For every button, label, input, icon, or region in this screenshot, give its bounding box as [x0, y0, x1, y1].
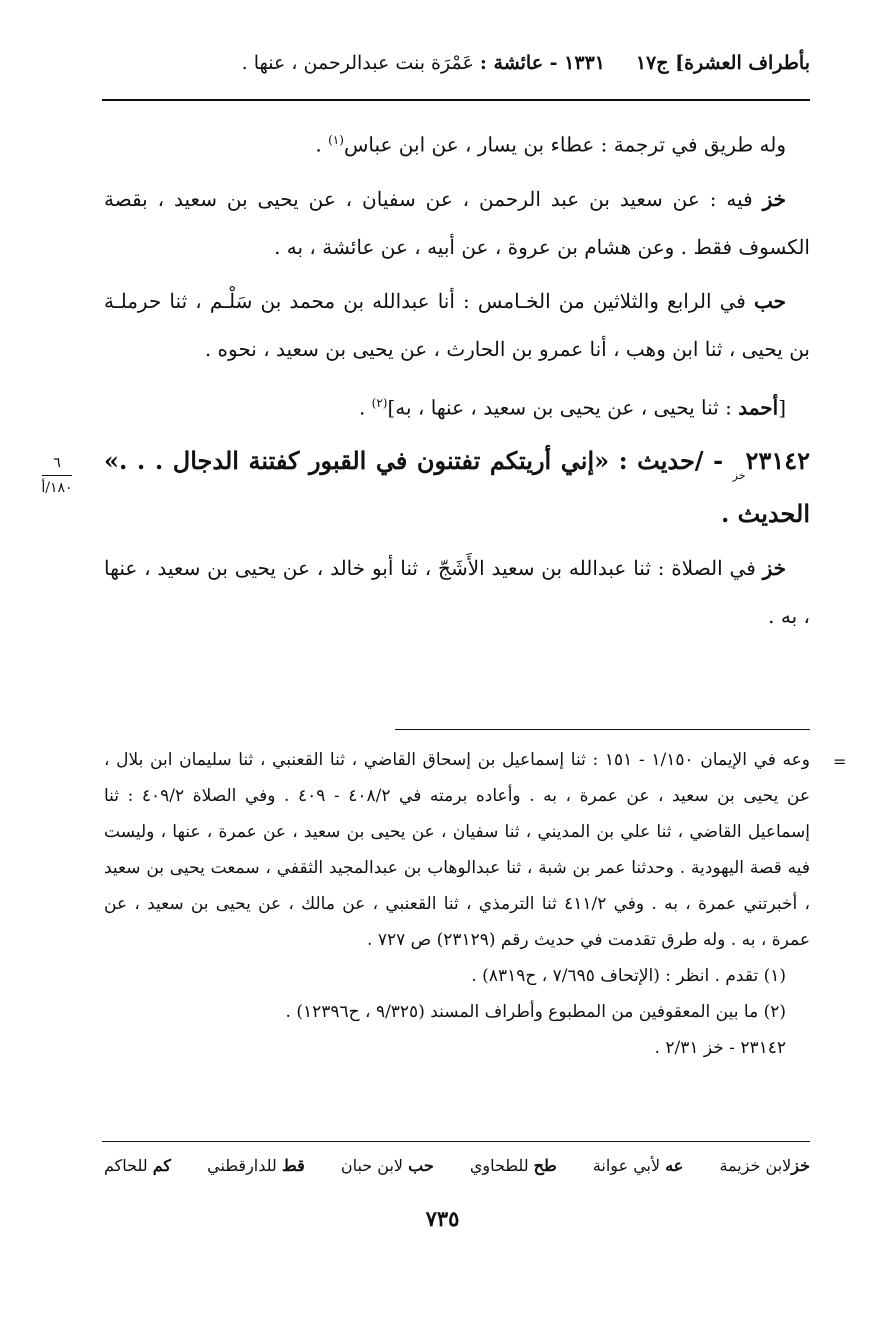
book-title: بأطراف العشرة] ج١٧ [635, 52, 810, 74]
margin-volume: ٦ [53, 455, 61, 471]
abbr-item [104, 1156, 171, 1175]
source-tag: حب [753, 288, 786, 313]
footnote-ref-2: (٢) [371, 395, 388, 410]
paragraph-2 [104, 175, 810, 271]
abbr-code: حب [408, 1156, 434, 1175]
abbr-item [719, 1156, 810, 1175]
footnote-2: (٢) ما بين المعقوفين من المطبوع وأطراف المسند (٩/٣٢٥ ، ح١٢٣٩٦) . [285, 1002, 786, 1022]
paragraph-text: : ثنا يحيى ، عن يحيى بن سعيد ، عنها ، به] [387, 395, 739, 420]
paragraph-1 [104, 116, 810, 169]
footer-rule [102, 1141, 810, 1142]
abbr-code: طح [533, 1156, 557, 1175]
abbr-name: لابن حبان [340, 1156, 404, 1175]
footnote-1: (١) تقدم . انظر : (الإتحاف ٧/٦٩٥ ، ح٨٣١٩) . [471, 966, 786, 986]
entry-name: عَمْرَة بنت عبدالرحمن ، عنها . [241, 52, 474, 74]
abbr-name: لابن خزيمة [719, 1156, 792, 1175]
running-header [104, 52, 810, 88]
abbr-name: للطحاوي [469, 1156, 529, 1175]
abbr-item [470, 1156, 557, 1175]
abbr-code: خز [791, 1156, 810, 1175]
paragraph-text: في الرابع والثلاثين من الخـامس : أنا عبدالله بن محمد بن سَلْـم ، ثنا حرملـة بن يحيى ، ثنا ابن وهب ، أنا عمرو بن الحارث ، عن يحيى بن سعيد ، نحوه . [104, 288, 810, 361]
hadith-number: ٢٣١٤٢ [745, 446, 810, 476]
header-rule [102, 99, 810, 101]
abbreviation-key [104, 1156, 810, 1175]
hadith-source-code: خز [732, 469, 746, 483]
abbr-code: قط [281, 1156, 305, 1175]
abbr-name: لأبي عوانة [592, 1156, 661, 1175]
source-tag: خز [762, 186, 787, 211]
hadith-entry [104, 437, 810, 538]
hadith-text: - /حديث : «إني أريتكم تفتنون في القبور كفتنة الدجال . . .» الحديث . [104, 446, 810, 529]
footnote-rule [395, 729, 810, 730]
margin-divider [42, 475, 72, 476]
entry-number: ١٣٣١ - عائشة : [479, 52, 605, 74]
paragraph-text: وله طريق في ترجمة : عطاء بن يسار ، عن ابن عباس [343, 132, 786, 157]
continuation-mark: = [833, 752, 847, 771]
paragraph-4 [104, 379, 810, 432]
footnote-3: ٢٣١٤٢ - خز ٢/٣١ . [654, 1038, 786, 1058]
abbr-code: كم [152, 1156, 172, 1175]
footnote-ref-1: (١) [328, 133, 344, 147]
source-tag: أحمد [738, 395, 779, 420]
abbr-code: عه [665, 1156, 684, 1175]
paragraph-5 [104, 544, 810, 640]
paragraph-end: . [358, 395, 372, 420]
abbr-item [207, 1156, 305, 1175]
abbr-item [341, 1156, 434, 1175]
paragraph-text: في الصلاة : ثنا عبدالله بن سعيد الأَشَجّ ، ثنا أبو خالد ، عن يحيى بن سعيد ، عنها ، به . [104, 556, 810, 629]
page-number: ٧٣٥ [425, 1206, 460, 1231]
bracket-open: [ [778, 395, 786, 420]
footnote-continuation: وعه في الإيمان ١/١٥٠ - ١٥١ : ثنا إسماعيل بن إسحاق القاضي ، ثنا القعنبي ، ثنا سليمان ابن بلال ، عن يحيى بن سعيد ، عن عمرة ، به . وأعاده برمته في ٤٠٨/٢ - ٤٠٩ . وفي الصلاة ٤٠٩/٢ : ثنا إسماعيل القاضي ، ثنا علي بن المديني ، ثنا سفيان ، عن يحيى بن سعيد ، عن عمرة ، عنها ، وليست فيه قصة اليهودية . وحدثنا عمر بن شبة ، ثنا عبدالوهاب بن عبدالمجيد الثقفي ، سمعت يحيى بن سعيد ، أخبرتني عمرة ، به . وفي ٤١١/٢ ثنا الترمذي ، ثنا القعنبي ، عن مالك ، عن يحيى بن سعيد ، عن عمرة ، به . وله طرق تقدمت في حديث رقم (٢٣١٢٩) ص ٧٢٧ . [104, 750, 810, 950]
main-text [104, 116, 810, 646]
abbr-name: للحاكم [104, 1156, 148, 1175]
source-tag: خز [762, 556, 786, 581]
abbr-item [593, 1156, 684, 1175]
margin-folio: ١٨٠/أ [41, 480, 73, 496]
paragraph-end: . [315, 132, 329, 157]
footnotes [104, 742, 810, 1066]
entry-heading [242, 52, 605, 74]
margin-reference [32, 455, 82, 496]
paragraph-3 [104, 277, 810, 373]
abbr-name: للدارقطني [207, 1156, 277, 1175]
paragraph-text: فيه : عن سعيد بن عبد الرحمن ، عن سفيان ، عن يحيى بن سعيد ، بقصة الكسوف فقط . وعن هشام بن عروة ، عن أبيه ، عن عائشة ، به . [104, 186, 810, 259]
